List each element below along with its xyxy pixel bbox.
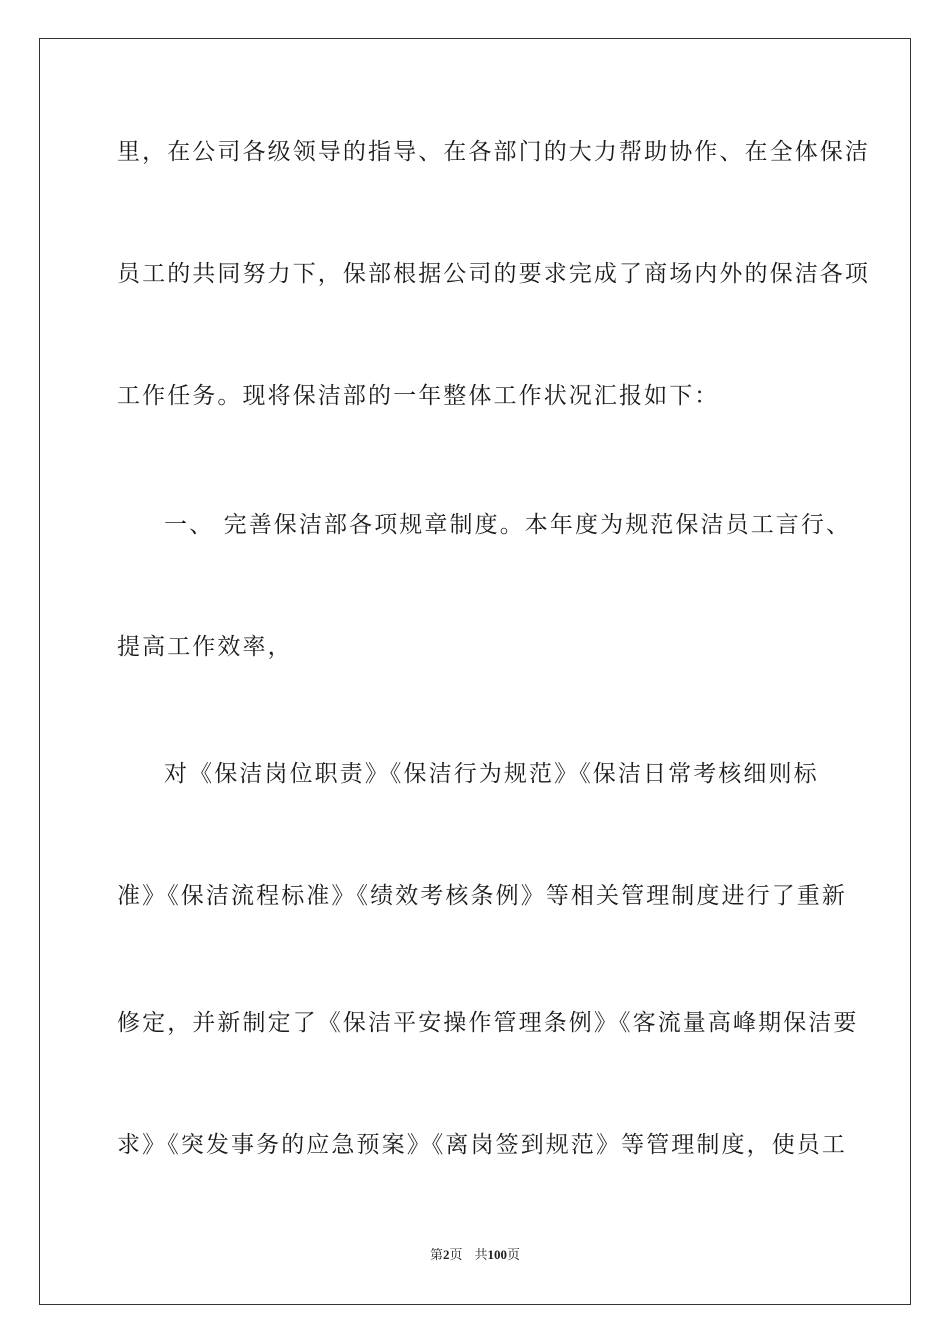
paragraph-line: 准》《保洁流程标准》《绩效考核条例》等相关管理制度进行了重新 <box>117 883 847 909</box>
total-suffix: 页 <box>507 1248 521 1263</box>
paragraph-line: 工作任务。现将保洁部的一年整体工作状况汇报如下： <box>117 383 720 409</box>
page-prefix: 第 <box>429 1248 443 1263</box>
page-border <box>39 38 911 1305</box>
current-page-number: 2 <box>442 1247 450 1262</box>
section-heading-line: 一、 完善保洁部各项规章制度。本年度为规范保洁员工言行、 <box>164 512 852 538</box>
paragraph-line: 员工的共同努力下，保部根据公司的要求完成了商场内外的保洁各项 <box>117 261 870 287</box>
page-suffix: 页 <box>449 1248 463 1263</box>
paragraph-line: 提高工作效率， <box>117 634 293 660</box>
total-page-count: 100 <box>487 1247 508 1262</box>
paragraph-line: 修定，并新制定了《保洁平安操作管理条例》《客流量高峰期保洁要 <box>117 1010 859 1036</box>
paragraph-line: 对《保洁岗位职责》《保洁行为规范》《保洁日常考核细则标 <box>164 761 819 787</box>
total-prefix: 共 <box>474 1248 488 1263</box>
page-footer <box>0 1246 950 1265</box>
paragraph-line: 里，在公司各级领导的指导、在各部门的大力帮助协作、在全体保洁 <box>117 139 870 165</box>
paragraph-line: 求》《突发事务的应急预案》《离岗签到规范》等管理制度，使员工 <box>117 1132 847 1158</box>
